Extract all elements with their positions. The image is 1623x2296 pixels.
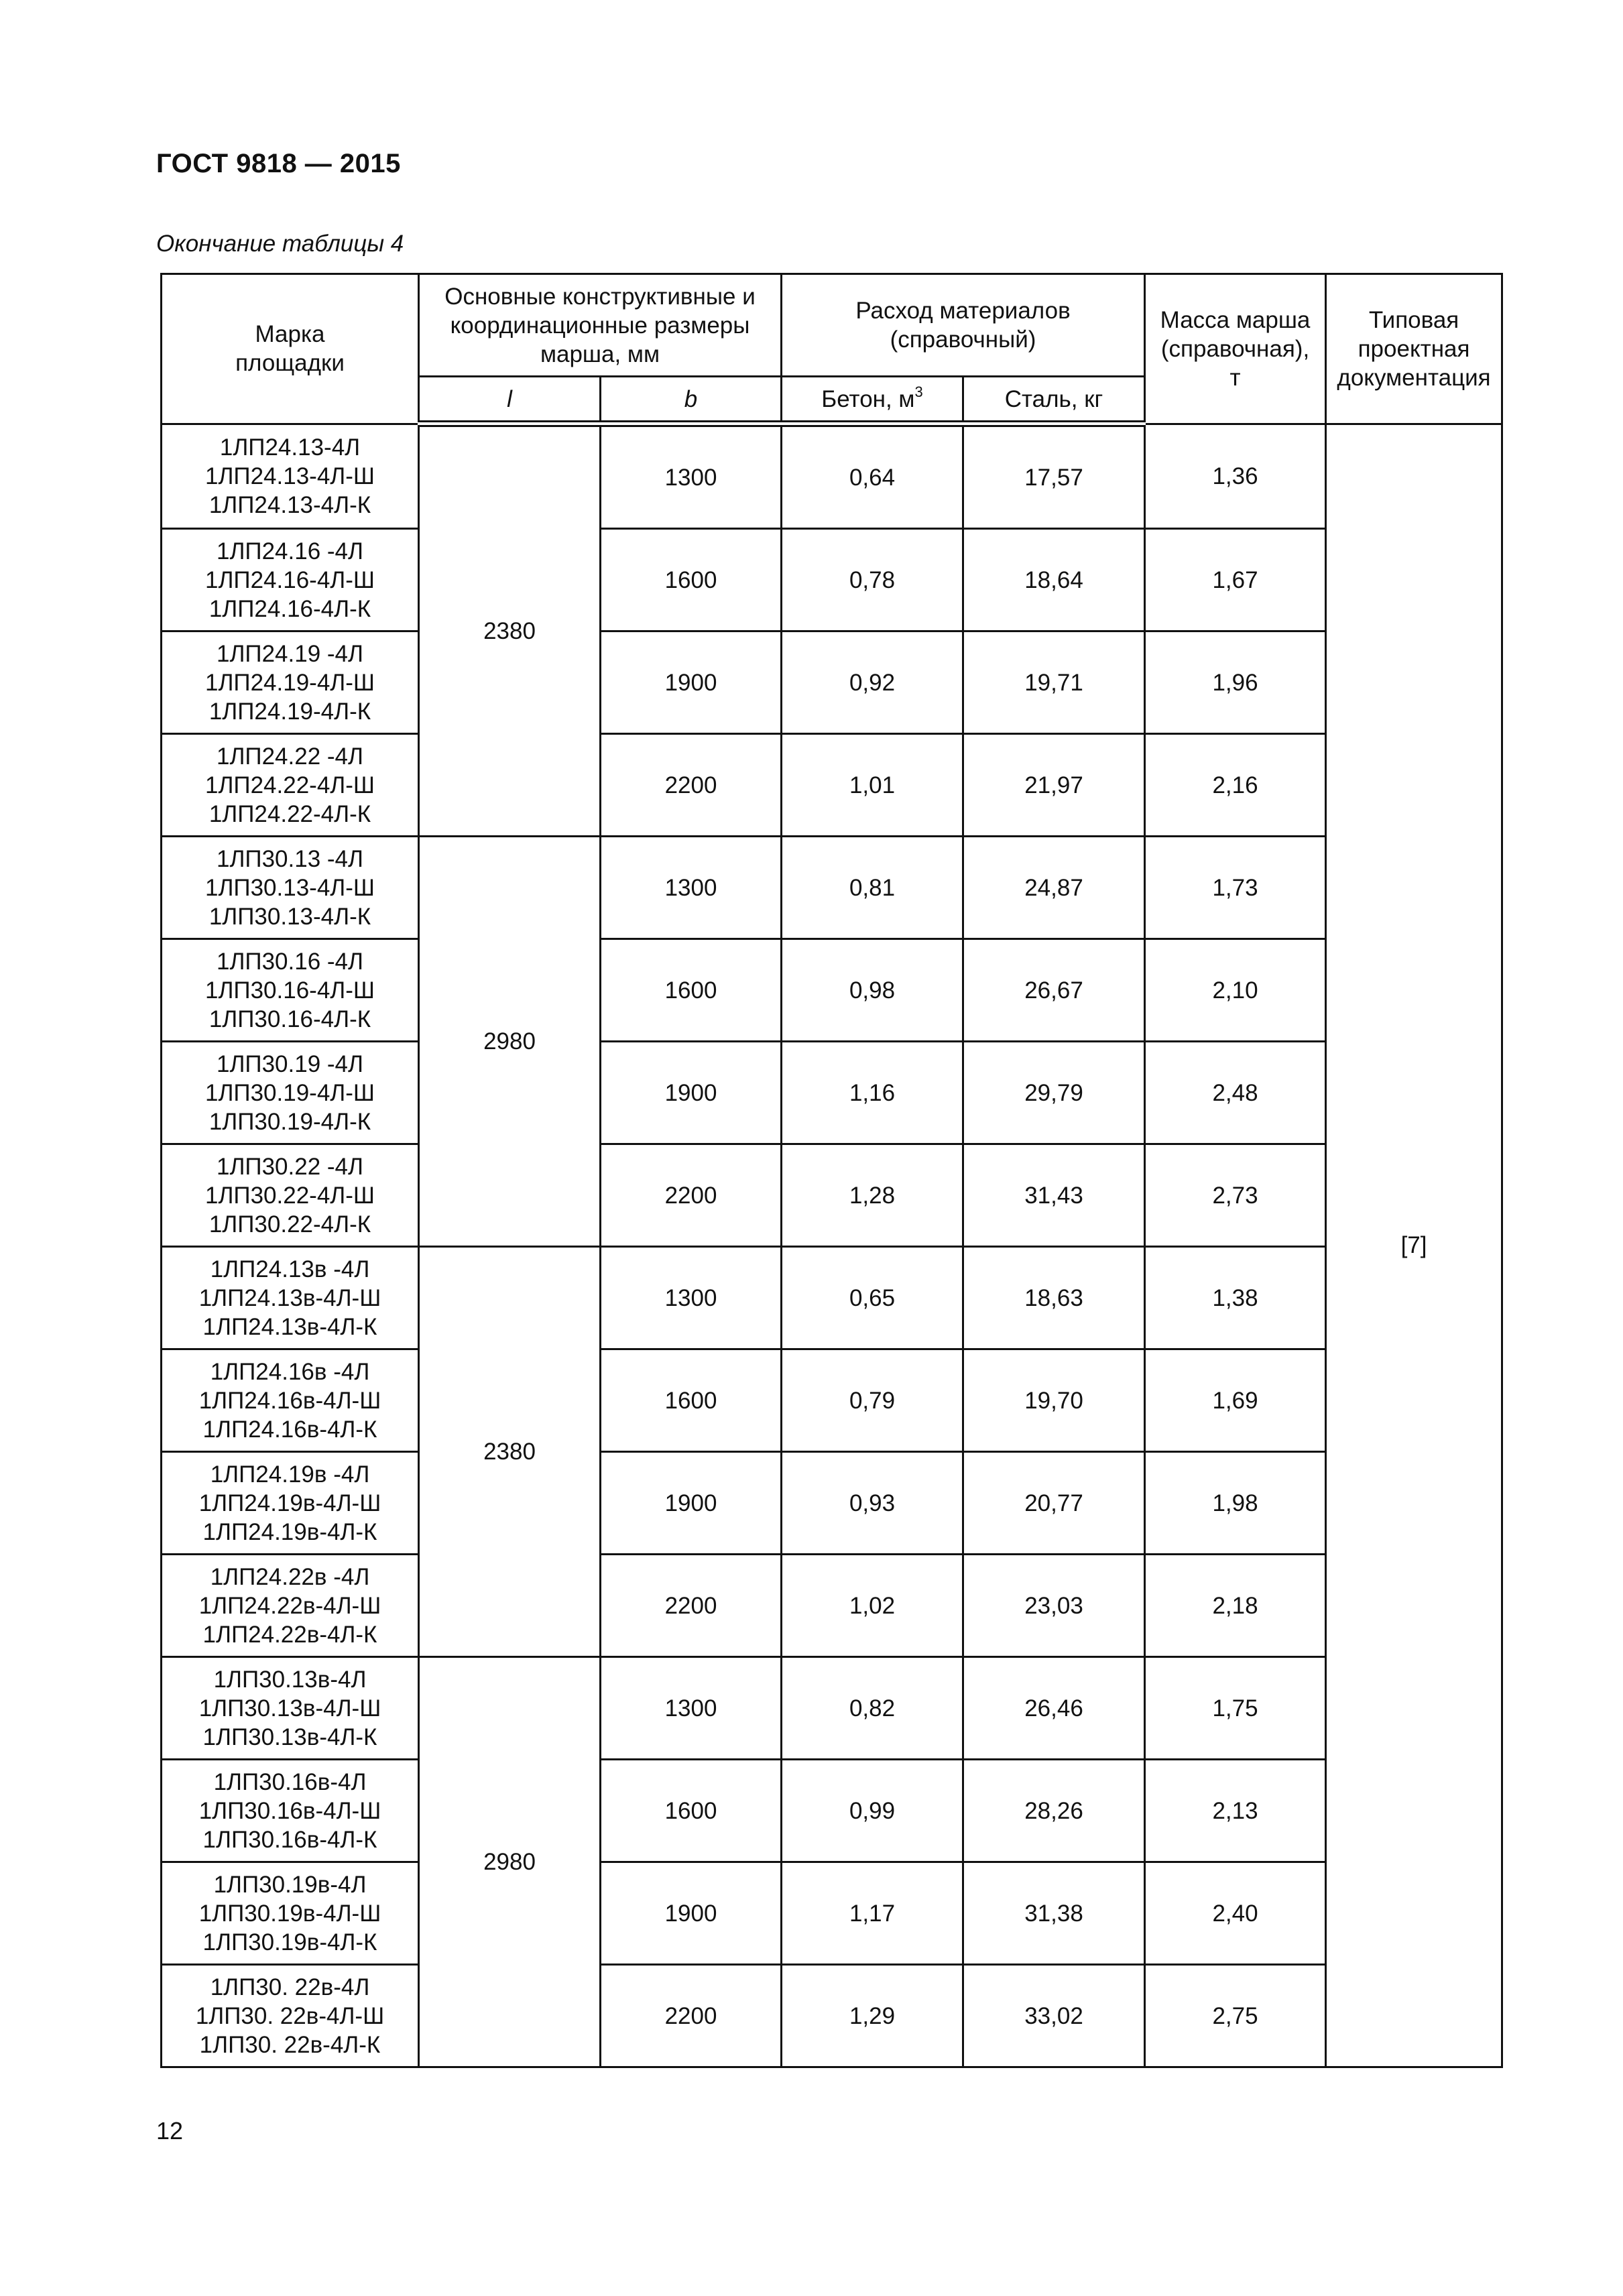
page-number: 12 <box>156 2117 184 2144</box>
cell-concrete: 1,29 <box>782 1965 963 2067</box>
cell-mark: 1ЛП30.16 -4Л 1ЛП30.16-4Л-Ш 1ЛП30.16-4Л-К <box>162 939 419 1042</box>
specification-table <box>160 273 1503 2068</box>
cell-dim-b: 2200 <box>601 734 782 837</box>
cell-steel: 18,64 <box>963 529 1145 631</box>
header-concrete-superscript: 3 <box>914 383 923 400</box>
cell-dim-b: 1900 <box>601 631 782 734</box>
cell-mark: 1ЛП24.13в -4Л 1ЛП24.13в-4Л-Ш 1ЛП24.13в-4Л-К <box>162 1247 419 1349</box>
table-row <box>162 631 1502 734</box>
cell-mark: 1ЛП30.16в-4Л 1ЛП30.16в-4Л-Ш 1ЛП30.16в-4Л-К <box>162 1760 419 1862</box>
header-dimensions: Основные конструктивные и координационные размеры марша, мм <box>419 274 782 377</box>
header-mass: Масса марша (справочная), т <box>1145 274 1326 424</box>
cell-mark: 1ЛП24.22в -4Л 1ЛП24.22в-4Л-Ш 1ЛП24.22в-4Л-К <box>162 1555 419 1657</box>
cell-concrete: 0,65 <box>782 1247 963 1349</box>
cell-dim-b: 1600 <box>601 1760 782 1862</box>
header-dim-l: l <box>419 377 601 424</box>
header-materials: Расход материалов (справочный) <box>782 274 1145 377</box>
cell-mass: 2,48 <box>1145 1042 1326 1144</box>
cell-steel: 26,67 <box>963 939 1145 1042</box>
cell-dim-b: 2200 <box>601 1965 782 2067</box>
table-row <box>162 1349 1502 1452</box>
cell-steel: 31,43 <box>963 1144 1145 1247</box>
table-row <box>162 1144 1502 1247</box>
header-dim-b: b <box>601 377 782 424</box>
cell-dim-l: 2380 <box>419 1247 601 1657</box>
cell-mark: 1ЛП24.16в -4Л 1ЛП24.16в-4Л-Ш 1ЛП24.16в-4Л-К <box>162 1349 419 1452</box>
cell-mark: 1ЛП24.19 -4Л 1ЛП24.19-4Л-Ш 1ЛП24.19-4Л-К <box>162 631 419 734</box>
cell-mass: 1,69 <box>1145 1349 1326 1452</box>
header-concrete-label: Бетон, м <box>821 385 915 412</box>
table-row <box>162 529 1502 631</box>
cell-mass: 1,36 <box>1145 424 1326 529</box>
cell-mark: 1ЛП30.19 -4Л 1ЛП30.19-4Л-Ш 1ЛП30.19-4Л-К <box>162 1042 419 1144</box>
cell-concrete: 0,82 <box>782 1657 963 1760</box>
table-row <box>162 1657 1502 1760</box>
table-row <box>162 1965 1502 2067</box>
table-row <box>162 1862 1502 1965</box>
cell-mark: 1ЛП30.13в-4Л 1ЛП30.13в-4Л-Ш 1ЛП30.13в-4Л-К <box>162 1657 419 1760</box>
cell-concrete: 0,78 <box>782 529 963 631</box>
cell-mass: 1,73 <box>1145 837 1326 939</box>
cell-steel: 33,02 <box>963 1965 1145 2067</box>
cell-mass: 1,98 <box>1145 1452 1326 1555</box>
cell-mass: 2,75 <box>1145 1965 1326 2067</box>
cell-dim-b: 1900 <box>601 1862 782 1965</box>
cell-dim-b: 1900 <box>601 1452 782 1555</box>
cell-steel: 21,97 <box>963 734 1145 837</box>
table-row <box>162 1555 1502 1657</box>
cell-mass: 2,16 <box>1145 734 1326 837</box>
cell-dim-b: 1600 <box>601 1349 782 1452</box>
cell-steel: 19,71 <box>963 631 1145 734</box>
table-row <box>162 1452 1502 1555</box>
cell-concrete: 1,16 <box>782 1042 963 1144</box>
cell-dim-b: 1600 <box>601 939 782 1042</box>
cell-dim-b: 1900 <box>601 1042 782 1144</box>
table-row <box>162 939 1502 1042</box>
cell-mark: 1ЛП30. 22в-4Л 1ЛП30. 22в-4Л-Ш 1ЛП30. 22в-4Л-К <box>162 1965 419 2067</box>
cell-mark: 1ЛП30.22 -4Л 1ЛП30.22-4Л-Ш 1ЛП30.22-4Л-К <box>162 1144 419 1247</box>
cell-mark: 1ЛП24.19в -4Л 1ЛП24.19в-4Л-Ш 1ЛП24.19в-4Л-К <box>162 1452 419 1555</box>
cell-concrete: 1,28 <box>782 1144 963 1247</box>
table-row <box>162 837 1502 939</box>
document-code: ГОСТ 9818 — 2015 <box>156 149 401 178</box>
cell-concrete: 0,79 <box>782 1349 963 1452</box>
cell-dim-l: 2380 <box>419 424 601 837</box>
table-caption: Окончание таблицы 4 <box>156 231 404 257</box>
cell-dim-b: 2200 <box>601 1144 782 1247</box>
cell-mass: 2,18 <box>1145 1555 1326 1657</box>
cell-steel: 24,87 <box>963 837 1145 939</box>
cell-concrete: 1,01 <box>782 734 963 837</box>
cell-concrete: 1,02 <box>782 1555 963 1657</box>
cell-mass: 1,67 <box>1145 529 1326 631</box>
table-row <box>162 1247 1502 1349</box>
cell-concrete: 0,98 <box>782 939 963 1042</box>
table-row <box>162 1760 1502 1862</box>
cell-dim-b: 1600 <box>601 529 782 631</box>
cell-dim-l: 2980 <box>419 1657 601 2067</box>
cell-mass: 2,10 <box>1145 939 1326 1042</box>
cell-mark: 1ЛП24.22 -4Л 1ЛП24.22-4Л-Ш 1ЛП24.22-4Л-К <box>162 734 419 837</box>
cell-steel: 20,77 <box>963 1452 1145 1555</box>
cell-mass: 2,73 <box>1145 1144 1326 1247</box>
cell-steel: 18,63 <box>963 1247 1145 1349</box>
table-row <box>162 424 1502 529</box>
cell-steel: 23,03 <box>963 1555 1145 1657</box>
cell-steel: 19,70 <box>963 1349 1145 1452</box>
table-body <box>162 424 1502 2067</box>
cell-steel: 26,46 <box>963 1657 1145 1760</box>
header-docs: Типовая проектная документация <box>1326 274 1502 424</box>
cell-mark: 1ЛП24.13-4Л 1ЛП24.13-4Л-Ш 1ЛП24.13-4Л-К <box>162 424 419 529</box>
cell-dim-l: 2980 <box>419 837 601 1247</box>
table-row <box>162 734 1502 837</box>
cell-concrete: 0,92 <box>782 631 963 734</box>
cell-mass: 1,75 <box>1145 1657 1326 1760</box>
cell-steel: 31,38 <box>963 1862 1145 1965</box>
cell-steel: 17,57 <box>963 424 1145 529</box>
cell-concrete: 0,81 <box>782 837 963 939</box>
cell-mark: 1ЛП30.19в-4Л 1ЛП30.19в-4Л-Ш 1ЛП30.19в-4Л-К <box>162 1862 419 1965</box>
cell-mass: 1,38 <box>1145 1247 1326 1349</box>
cell-dim-b: 1300 <box>601 837 782 939</box>
cell-steel: 29,79 <box>963 1042 1145 1144</box>
cell-mass: 2,13 <box>1145 1760 1326 1862</box>
cell-dim-b: 2200 <box>601 1555 782 1657</box>
cell-dim-b: 1300 <box>601 1247 782 1349</box>
cell-docs-reference: [7] <box>1326 424 1502 2067</box>
header-steel: Сталь, кг <box>963 377 1145 424</box>
cell-dim-b: 1300 <box>601 1657 782 1760</box>
cell-mark: 1ЛП24.16 -4Л 1ЛП24.16-4Л-Ш 1ЛП24.16-4Л-К <box>162 529 419 631</box>
table-row <box>162 1042 1502 1144</box>
header-mark: Марка площадки <box>162 274 419 424</box>
cell-mass: 2,40 <box>1145 1862 1326 1965</box>
header-concrete <box>782 377 963 424</box>
cell-mark: 1ЛП30.13 -4Л 1ЛП30.13-4Л-Ш 1ЛП30.13-4Л-К <box>162 837 419 939</box>
cell-dim-b: 1300 <box>601 424 782 529</box>
cell-concrete: 0,99 <box>782 1760 963 1862</box>
cell-concrete: 0,93 <box>782 1452 963 1555</box>
cell-concrete: 1,17 <box>782 1862 963 1965</box>
cell-concrete: 0,64 <box>782 424 963 529</box>
cell-steel: 28,26 <box>963 1760 1145 1862</box>
cell-mass: 1,96 <box>1145 631 1326 734</box>
